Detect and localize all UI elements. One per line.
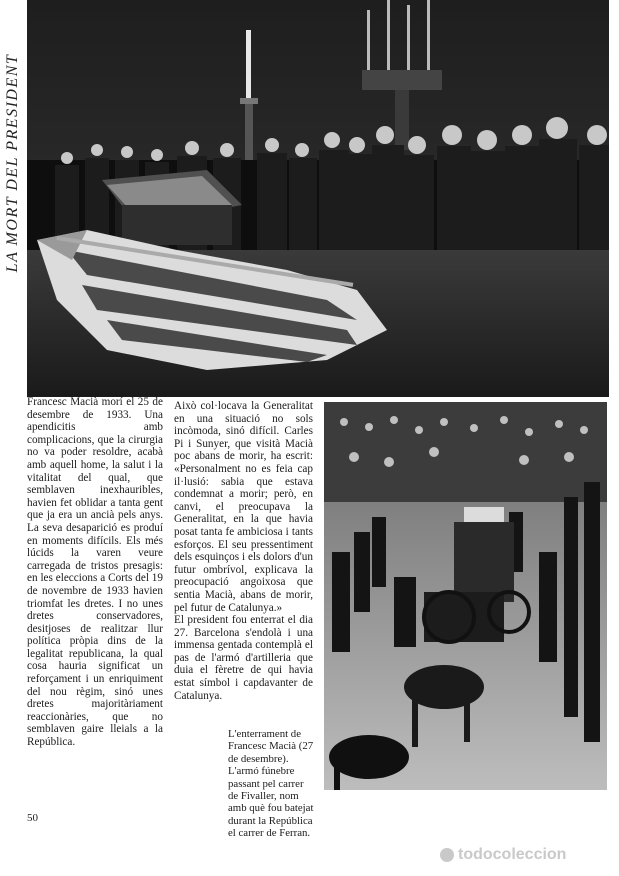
wake-photo-graphic (27, 0, 609, 397)
watermark-text: todocoleccion (458, 846, 567, 863)
article-column-1 (27, 396, 163, 749)
article-column-2 (174, 400, 313, 702)
article-paragraph: El president fou enterrat el dia 27. Barcelona s'endolà i una immensa gentada contemplà el pas de l'armó d'artilleria que duia el fèretre de qui havia estat símbol i capdavanter de Catalunya. (174, 614, 313, 702)
funeral-procession-graphic (324, 402, 607, 790)
watermark-logo-icon (440, 848, 454, 862)
article-paragraph: Això col·locava la Generalitat en una situació no sols incòmoda, sinó difícil. Carles Pi i Sunyer, que visità Macià poc abans de morir, ha escrit: «Personalment no es feia cap il·lusió: sabia que estava condemnat a morir; però, en canvi, el preocupava la Generalitat, en la que havia posat tanta fe ambiciosa i tants esforços. El seu pressentiment dels esquinços i els dolors d'un futur ombrívol, explicava la preocupació angoixosa que sentia Macià, abans de morir, pel futur de Catalunya.» (174, 400, 313, 614)
watermark (440, 846, 566, 864)
vertical-section-title (3, 38, 23, 288)
article-paragraph: Francesc Macià morí el 25 de desembre de 1933. Una apendicitis amb complicacions, que la cirurgia no va poder resoldre, acabà amb aquell home, la salut i la vitalitat del qual, que semblaven inexhauribles, havien fet oblidar a tanta gent que ja era un ancià pels anys. La seva desaparició es produí en moments difícils. Els més lúcids la varen veure carregada de tristos presagis: en les eleccions a Corts del 19 de novembre de 1933 havien triomfat les dretes. I no unes dretes conservadores, desitjoses de realitzar llur política pròpia dins de la legalitat republicana, la qual cosa hauria significat un reforçament i un enriquiment del nou règim, sinó unes dretes majoritàriament reaccionàries, que no semblaven gaire lleials a la República. (27, 396, 163, 749)
funeral-procession-photo (324, 402, 607, 790)
page-number: 50 (27, 812, 38, 824)
photo-caption: L'enterrament de Francesc Macià (27 de desembre). L'armó fúnebre passant pel carrer de Fivaller, nom amb què fou batejat durant la República el carrer de Ferran. (228, 728, 314, 840)
wake-photo (27, 0, 609, 397)
section-title-text: LA MORT DEL PRESIDENT (4, 53, 21, 273)
